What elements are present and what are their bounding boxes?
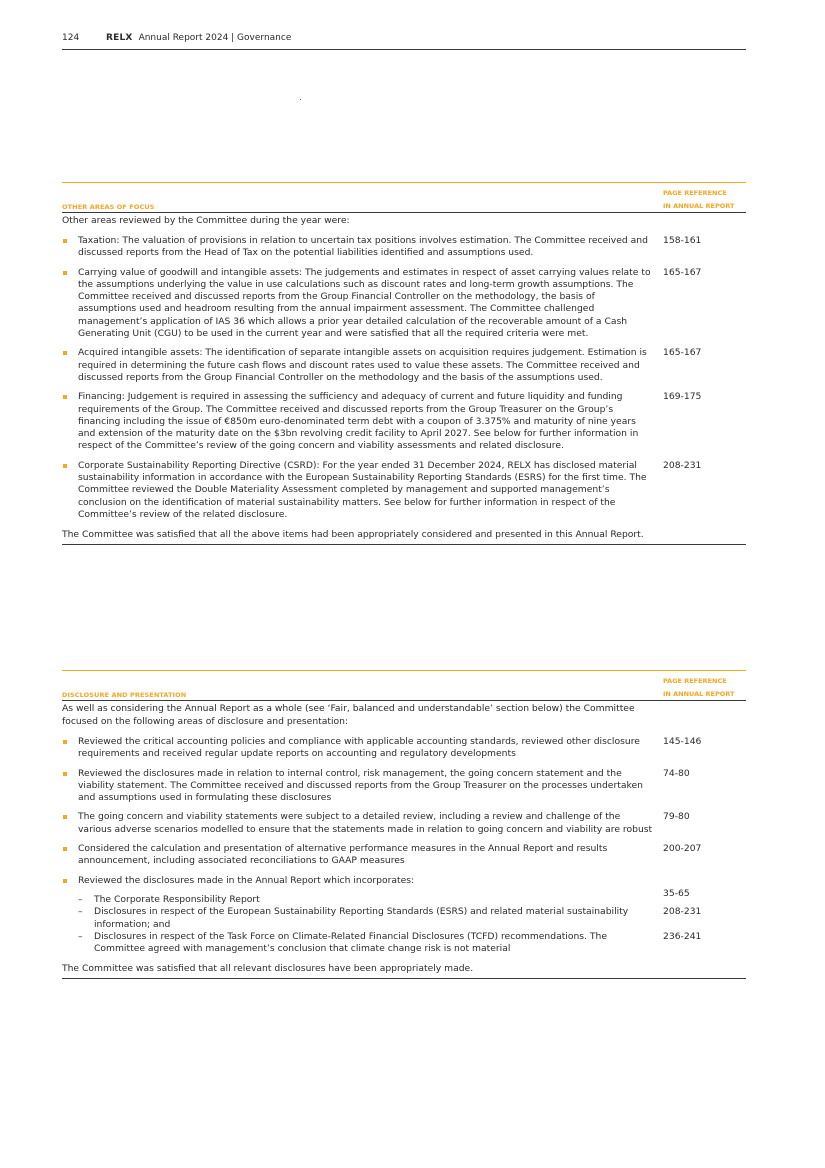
item-text: The going concern and viability statements were subject to a detailed review, including a review and challenge of the various adverse scenarios modelled to ensure that the statements made in relation to going concern and viability are robust (78, 811, 653, 835)
bullet-icon (63, 772, 67, 776)
list-item (62, 347, 746, 384)
sub-item-text: The Corporate Responsibility Report (94, 893, 260, 905)
bullet-icon (63, 740, 67, 744)
dash-icon: – (78, 906, 83, 918)
section-header (62, 671, 746, 701)
list-item (62, 768, 746, 805)
sub-list-item (62, 906, 746, 931)
list-item (62, 460, 746, 521)
sub-list-item (62, 931, 746, 956)
brand-name: RELX (106, 33, 133, 43)
dash-icon: – (78, 930, 83, 942)
section-title: DISCLOSURE AND PRESENTATION (62, 691, 187, 699)
item-text: Financing: Judgement is required in assessing the sufficiency and adequacy of current and future liquidity and funding requirements of the Group. The Committee received and discussed reports from the Group Treasurer on the Group’s financing including the issue of €850m euro-denominated term debt with a coupon of 3.375% and maturity of nine years and extension of the maturity date on the $3bn revolving credit facility to April 2027. See below for further information in respect of the Committee’s review of the going concern and viability assessments and related disclosure. (78, 391, 639, 452)
page-reference: 169-175 (663, 391, 702, 403)
page-reference: 158-161 (663, 235, 702, 246)
list-item (62, 235, 746, 260)
section-conclusion: The Committee was satisfied that all relevant disclosures have been appropriately made. (62, 963, 474, 975)
header-subtitle: Annual Report 2024 | Governance (138, 33, 292, 43)
ref-header-line2: IN ANNUAL REPORT (663, 202, 735, 210)
section-intro: As well as considering the Annual Report as a whole (see ‘Fair, balanced and understandable’ section below) the Committee focused on the following areas of disclosure and presentation: (62, 703, 635, 727)
bullet-icon (63, 239, 67, 243)
page-reference: 79-80 (663, 811, 690, 823)
page-number: 124 (62, 33, 80, 43)
page-reference-header (663, 675, 734, 701)
item-text: Taxation: The valuation of provisions in relation to uncertain tax positions involves estimation. The Committee received and discussed reports from the Head of Tax on the potential liabilities identified and assumptions used. (78, 235, 648, 259)
ref-header-line1: PAGE REFERENCE (663, 189, 727, 197)
list-item (62, 736, 746, 761)
page-reference: 165-167 (663, 266, 702, 278)
bullet-icon (63, 395, 67, 399)
disclosure-section (62, 670, 746, 979)
bullet-icon (63, 271, 67, 275)
page-reference: 208-231 (663, 906, 702, 918)
list-item (62, 811, 746, 836)
item-text: Reviewed the disclosures made in relation to internal control, risk management, the going concern statement and the viability statement. The Committee received and discussed reports from the Group Treasurer on the processes undertaken and assumptions used in formulating these disclosures (78, 767, 643, 804)
section-intro: Other areas reviewed by the Committee during the year were: (62, 215, 350, 226)
ref-header-line2: IN ANNUAL REPORT (663, 690, 735, 698)
bullet-icon (63, 351, 67, 355)
item-text: Carrying value of goodwill and intangible assets: The judgements and estimates in respect of asset carrying values relate to the assumptions underlying the value in use calculations such as discount rates and long-term growth assumptions. The Committee received and discussed reports from the Group Financial Controller on the methodology, the basis of assumptions used and headroom resulting from the annual impairment assessment. The Committee challenged management’s application of IAS 36 which allows a prior year detailed calculation of the recoverable amount of a Cash Generating Unit (CGU) to be used in the current year and were satisfied that all the required criteria were met. (78, 266, 651, 340)
bullet-icon (63, 847, 67, 851)
page-reference: 35-65 (663, 887, 690, 899)
page-header (62, 32, 746, 50)
list-item (62, 391, 746, 452)
list-item (62, 875, 746, 956)
page-reference-header (663, 187, 734, 213)
item-text: Corporate Sustainability Reporting Directive (CSRD): For the year ended 31 December 2024, RELX has disclosed material sustainability information in accordance with the European Sustainability Reporting Standards (ESRS) for the first time. The Committee reviewed the Double Materiality Assessment completed by management and supported management’s conclusion on the identification of material sustainability matters. See below for further information in respect of the Committee’s review of the related disclosure. (78, 459, 647, 520)
page-reference: 74-80 (663, 767, 690, 779)
item-text: Reviewed the disclosures made in the Annual Report which incorporates: (78, 874, 415, 886)
bullet-icon (63, 815, 67, 819)
bullet-icon (63, 879, 67, 883)
bullet-icon (63, 464, 67, 468)
section-header (62, 183, 746, 213)
page-reference: 145-146 (663, 736, 702, 747)
sub-item-text: Disclosures in respect of the Task Force on Climate-Related Financial Disclosures (TCFD) recommendations. The Committee agreed with management’s conclusion that climate change risk is not material (94, 930, 608, 955)
list-item (62, 267, 746, 341)
item-text: Acquired intangible assets: The identification of separate intangible assets on acquisition requires judgement. Estimation is required in determining the future cash flows and discount rates used to value these assets. The Committee received and discussed reports from the Group Financial Controller on the methodology and the basis of the assumptions used. (78, 347, 647, 383)
item-text: Reviewed the critical accounting policies and compliance with applicable accounting standards, reviewed other disclosure requirements and received regular update reports on accounting and regulatory developments (78, 736, 640, 760)
section-conclusion: The Committee was satisfied that all the above items had been appropriately considered and presented in this Annual Report. (62, 529, 644, 541)
page-reference: 200-207 (663, 843, 702, 855)
dash-icon: – (78, 893, 83, 905)
page-reference: 208-231 (663, 459, 702, 471)
item-text: Considered the calculation and presentation of alternative performance measures in the Annual Report and results announcement, including associated reconciliations to GAAP measures (78, 843, 608, 867)
stray-mark (300, 99, 301, 100)
sub-list-item (62, 887, 746, 906)
ref-header-line1: PAGE REFERENCE (663, 677, 727, 685)
sub-item-text: Disclosures in respect of the European Sustainability Reporting Standards (ESRS) and related material sustainability information; and (94, 906, 629, 930)
other-areas-section (62, 182, 746, 545)
page-reference: 236-241 (663, 930, 702, 942)
section-title: OTHER AREAS OF FOCUS (62, 203, 155, 211)
list-item (62, 843, 746, 868)
page-reference: 165-167 (663, 347, 702, 359)
